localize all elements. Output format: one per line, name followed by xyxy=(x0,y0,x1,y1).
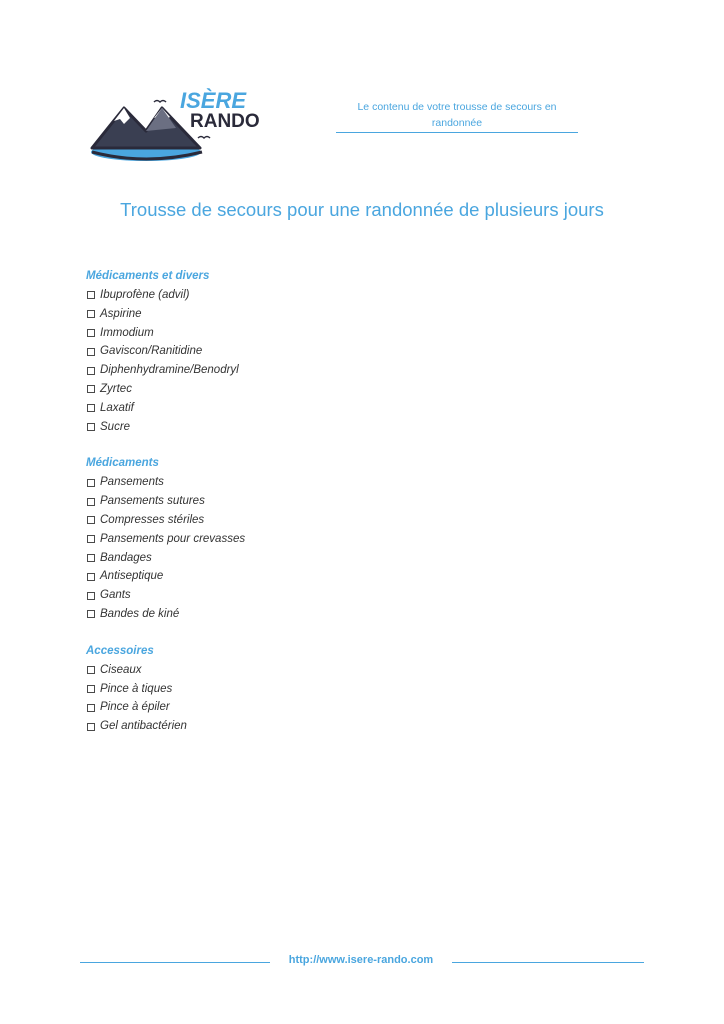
checkbox-icon[interactable] xyxy=(87,310,95,318)
checklist xyxy=(86,267,586,754)
item-label: Pansements pour crevasses xyxy=(100,532,246,545)
list-item xyxy=(86,680,586,699)
list-item xyxy=(86,418,586,437)
checkbox-icon[interactable] xyxy=(87,498,95,506)
brand-logo xyxy=(84,86,274,166)
checkbox-icon[interactable] xyxy=(87,348,95,356)
section-medicaments-divers xyxy=(86,267,586,436)
brand-line1: ISÈRE xyxy=(180,88,247,113)
item-label: Immodium xyxy=(100,326,154,339)
list-item xyxy=(86,473,586,492)
item-label: Antiseptique xyxy=(100,570,164,583)
checkbox-icon[interactable] xyxy=(87,666,95,674)
bird-icon xyxy=(154,101,166,103)
brand-line2: RANDO xyxy=(190,111,260,132)
checkbox-icon[interactable] xyxy=(87,610,95,618)
header-note: Le contenu de votre trousse de secours en randonnée xyxy=(357,101,557,129)
list-item xyxy=(86,511,586,530)
checkbox-icon[interactable] xyxy=(87,291,95,299)
item-label: Ciseaux xyxy=(100,663,142,676)
item-label: Laxatif xyxy=(100,401,134,414)
checkbox-icon[interactable] xyxy=(87,329,95,337)
item-label: Sucre xyxy=(100,420,131,433)
list-item xyxy=(86,586,586,605)
item-label: Bandages xyxy=(100,551,152,564)
checkbox-icon[interactable] xyxy=(87,423,95,431)
list-item xyxy=(86,567,586,586)
list-item xyxy=(86,305,586,324)
section-title: Accessoires xyxy=(86,644,154,657)
list-item xyxy=(86,530,586,549)
footer-divider-left xyxy=(80,962,270,963)
section-title: Médicaments xyxy=(86,457,159,470)
checkbox-icon[interactable] xyxy=(87,704,95,712)
checkbox-icon[interactable] xyxy=(87,592,95,600)
list-item xyxy=(86,605,586,624)
item-label: Pince à tiques xyxy=(100,682,173,695)
item-label: Ibuprofène (advil) xyxy=(100,289,190,301)
list-item xyxy=(86,399,586,418)
footer-divider-right xyxy=(452,962,644,963)
section-medicaments xyxy=(86,454,586,623)
list-item xyxy=(86,380,586,399)
checkbox-icon[interactable] xyxy=(87,723,95,731)
list-item xyxy=(86,492,586,511)
checkbox-icon[interactable] xyxy=(87,385,95,393)
item-label: Gants xyxy=(100,589,131,602)
checkbox-icon[interactable] xyxy=(87,685,95,693)
list-item xyxy=(86,549,586,568)
bird-icon xyxy=(198,137,210,139)
mountain-logo-icon xyxy=(84,86,274,166)
list-item xyxy=(86,698,586,717)
list-item xyxy=(86,361,586,380)
item-label: Pansements xyxy=(100,476,164,489)
item-label: Diphenhydramine/Benodryl xyxy=(100,364,239,377)
header-divider xyxy=(336,132,578,133)
section-title: Médicaments et divers xyxy=(86,270,210,282)
section-accessoires xyxy=(86,642,586,736)
item-label: Aspirine xyxy=(100,307,142,320)
checkbox-icon[interactable] xyxy=(87,516,95,524)
checkbox-icon[interactable] xyxy=(87,404,95,412)
checkbox-icon[interactable] xyxy=(87,367,95,375)
checkbox-icon[interactable] xyxy=(87,479,95,487)
item-label: Gel antibactérien xyxy=(100,720,187,733)
item-label: Pansements sutures xyxy=(100,495,205,508)
mountain-shape xyxy=(92,108,200,148)
item-label: Compresses stériles xyxy=(100,513,205,526)
checkbox-icon[interactable] xyxy=(87,535,95,543)
list-item xyxy=(86,342,586,361)
list-item xyxy=(86,717,586,736)
list-item xyxy=(86,286,586,305)
list-item xyxy=(86,661,586,680)
item-label: Bandes de kiné xyxy=(100,607,180,620)
list-item xyxy=(86,324,586,343)
item-label: Gaviscon/Ranitidine xyxy=(100,345,203,358)
footer-website-link[interactable]: http://www.isere-rando.com xyxy=(288,954,434,966)
item-label: Pince à épiler xyxy=(100,701,170,714)
checkbox-icon[interactable] xyxy=(87,554,95,562)
item-label: Zyrtec xyxy=(100,382,132,395)
checkbox-icon[interactable] xyxy=(87,573,95,581)
page-title: Trousse de secours pour une randonnée de plusieurs jours xyxy=(120,199,604,220)
